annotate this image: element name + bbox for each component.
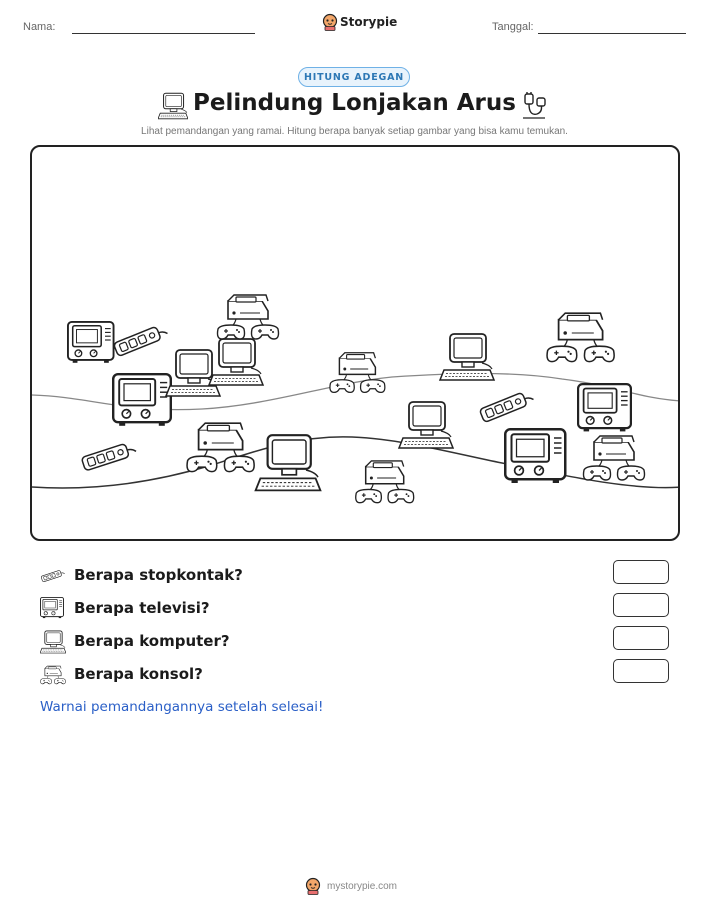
console-icon — [330, 353, 385, 393]
computer-icon — [399, 402, 453, 448]
answer-box[interactable] — [613, 659, 669, 683]
console-icon — [547, 313, 614, 361]
console-icon — [40, 662, 66, 688]
question-row-power-strips — [40, 563, 670, 589]
television-icon — [505, 429, 565, 483]
brand-name: Storypie — [340, 15, 398, 29]
computer-icon — [40, 629, 66, 655]
instructions-text: Lihat pemandangan yang ramai. Hitung berapa banyak setiap gambar yang bisa kamu temukan. — [141, 126, 568, 137]
computer-icon — [209, 339, 263, 385]
answer-box[interactable] — [613, 593, 669, 617]
hill-line-front — [32, 437, 680, 488]
television-icon — [68, 322, 114, 363]
television-icon — [40, 596, 66, 622]
question-text: Berapa komputer? — [74, 632, 230, 650]
question-row-consoles — [40, 662, 670, 688]
power-strip-icon — [40, 563, 66, 589]
power-strip-icon — [81, 441, 137, 471]
date-input-line[interactable] — [538, 33, 686, 34]
answer-box[interactable] — [613, 560, 669, 584]
footer-site[interactable]: mystorypie.com — [327, 881, 398, 892]
scene-illustration — [32, 147, 680, 541]
question-text: Berapa stopkontak? — [74, 566, 243, 584]
name-input-line[interactable] — [72, 33, 255, 34]
footer-mascot-icon — [305, 877, 323, 895]
power-strip-icon — [113, 323, 168, 356]
computer-icon — [440, 334, 494, 380]
question-text: Berapa televisi? — [74, 599, 210, 617]
console-icon — [187, 423, 254, 471]
question-row-computers — [40, 629, 670, 655]
television-icon — [113, 374, 171, 426]
counting-scene — [30, 145, 680, 541]
console-icon — [218, 295, 279, 339]
answer-box[interactable] — [613, 626, 669, 650]
page-title: Pelindung Lonjakan Arus — [193, 90, 516, 116]
coloring-note: Warnai pemandangannya setelah selesai! — [40, 699, 324, 715]
date-label: Tanggal: — [492, 21, 534, 33]
activity-badge: HITUNG ADEGAN — [298, 67, 410, 87]
power-strip-icon — [479, 389, 534, 422]
console-icon — [356, 461, 414, 503]
television-icon — [578, 384, 631, 431]
title-plug-icon — [521, 92, 547, 120]
computer-icon — [256, 435, 321, 490]
console-icon — [584, 436, 645, 480]
brand-logo — [322, 13, 398, 31]
name-label: Nama: — [23, 21, 56, 33]
computer-icon — [166, 350, 220, 396]
question-row-televisions — [40, 596, 670, 622]
storypie-mascot-icon — [322, 13, 338, 31]
question-text: Berapa konsol? — [74, 665, 203, 683]
